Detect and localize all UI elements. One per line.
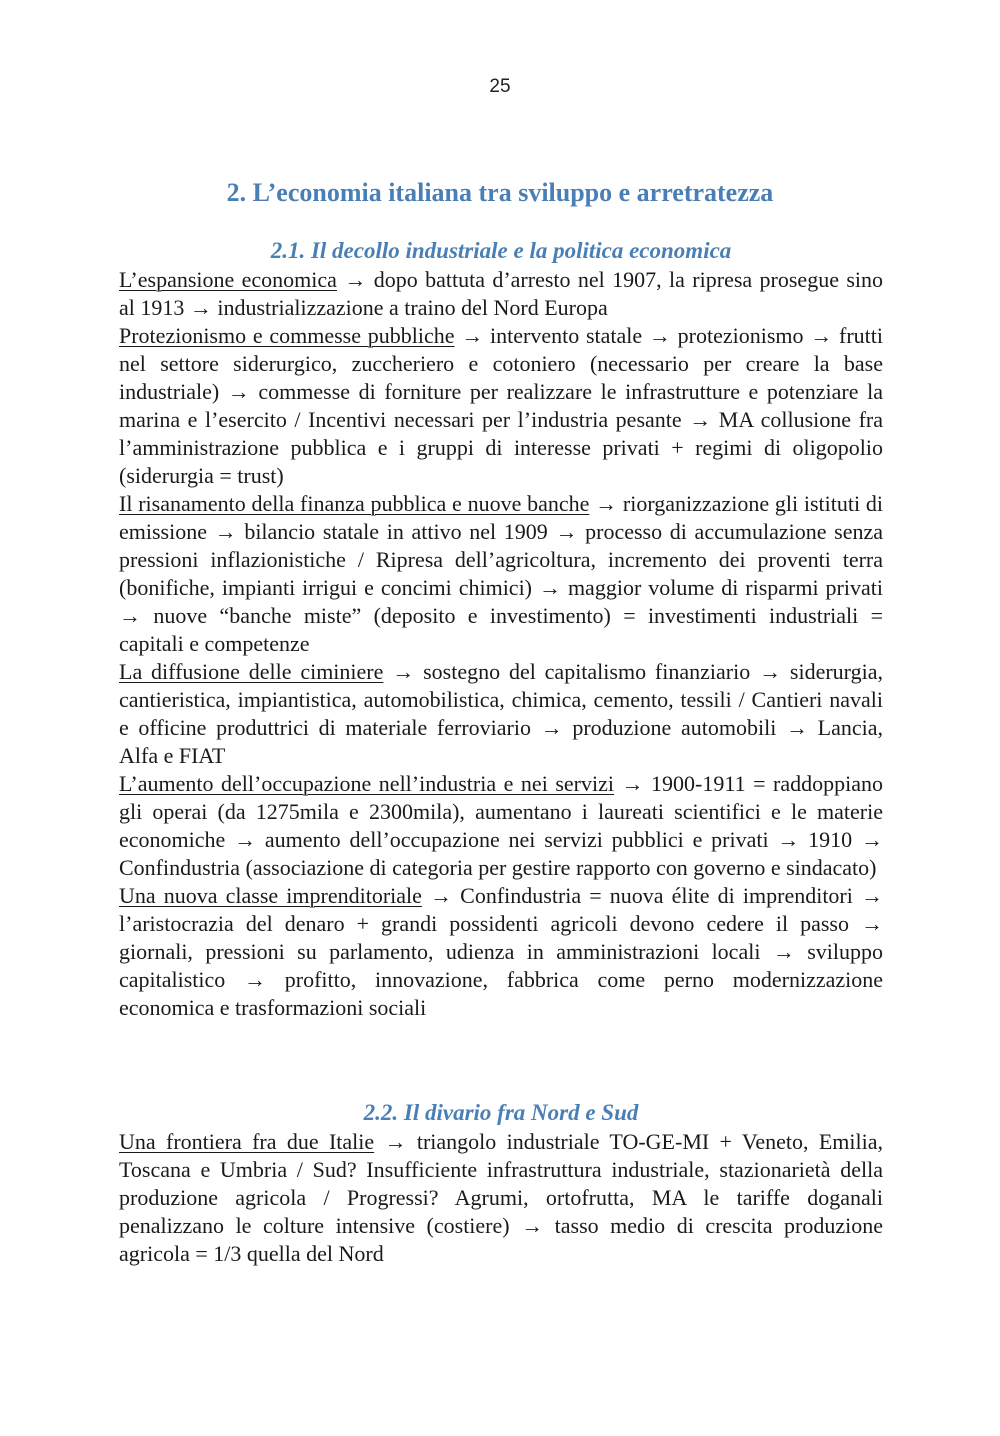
paragraph-lead: Il risanamento della finanza pubblica e nuove banche [119, 491, 590, 516]
paragraph-ciminiere [119, 658, 883, 770]
paragraph-lead: L’aumento dell’occupazione nell’industria e nei servizi [119, 771, 614, 796]
paragraph-text: → 1900-1911 = raddoppiano gli operai (da 1275mila e 2300mila), aumentano i laureati scientifici e le materie economiche → aumento dell’occupazione nei servizi pubblici e privati → 1910 → Confindustria (associazione di categoria per gestire rapporto con governo e sindacato) [119, 771, 884, 880]
section-2-1 [119, 236, 883, 1022]
paragraph-lead: Una frontiera fra due Italie [119, 1129, 375, 1154]
paragraph-occupazione [119, 770, 883, 882]
page-number: 25 [489, 76, 511, 97]
paragraph-text: → intervento statale → protezionismo → frutti nel settore siderurgico, zuccheriero e cotoniero (necessario per creare la base industriale) → commesse di forniture per realizzare le infrastrutture e potenziare la marina e l’esercito / Incentivi necessari per l’industria pesante → MA collusione fra l’amministrazione pubblica e i gruppi di interesse privati + regimi di oligopolio (siderurgia = trust) [119, 323, 883, 488]
paragraph-protezionismo [119, 322, 883, 490]
section-2-2 [119, 1098, 883, 1268]
paragraph-espansione [119, 266, 883, 322]
paragraph-classe-imprenditoriale [119, 882, 883, 1022]
paragraph-lead: Protezionismo e commesse pubbliche [119, 323, 455, 348]
paragraph-text: → riorganizzazione gli istituti di emissione → bilancio statale in attivo nel 1909 → processo di accumulazione senza pressioni inflazionistiche / Ripresa dell’agricoltura, incremento dei proventi terra (bonifiche, impianti irrigui e concimi chimici) → maggior volume di risparmi privati → nuove “banche miste” (deposito e investimento) = investimenti industriali = capitali e competenze [119, 491, 883, 656]
paragraph-risanamento [119, 490, 883, 658]
paragraph-frontiera [119, 1128, 883, 1268]
section-title: 2.1. Il decollo industriale e la politica economica [270, 238, 732, 263]
paragraph-lead: Una nuova classe imprenditoriale [119, 883, 422, 908]
paragraph-text: → sostegno del capitalismo finanziario → siderurgia, cantieristica, impiantistica, automobilistica, chimica, cemento, tessili / Cantieri navali e officine produttrici di materiale ferroviario → produzione automobili → Lancia, Alfa e FIAT [119, 659, 883, 768]
paragraph-text: → dopo battuta d’arresto nel 1907, la ripresa prosegue sino al 1913 → industrializzazione a traino del Nord Europa [119, 267, 884, 320]
chapter-title: 2. L’economia italiana tra sviluppo e arretratezza [226, 178, 774, 207]
paragraph-lead: L’espansione economica [119, 267, 337, 292]
section-title: 2.2. Il divario fra Nord e Sud [363, 1100, 639, 1125]
paragraph-text: → Confindustria = nuova élite di imprenditori → l’aristocrazia del denaro + grandi possidenti agricoli devono cedere il passo → giornali, pressioni su parlamento, udienza in amministrazioni locali → sviluppo capitalistico → profitto, innovazione, fabbrica come perno modernizzazione economica e trasformazioni sociali [119, 883, 883, 1020]
paragraph-text: → triangolo industriale TO-GE-MI + Veneto, Emilia, Toscana e Umbria / Sud? Insufficiente infrastruttura industriale, stazionarietà della produzione agricola / Progressi? Agrumi, ortofrutta, MA le tariffe doganali penalizzano le colture intensive (costiere) → tasso medio di crescita produzione agricola = 1/3 quella del Nord [119, 1129, 883, 1266]
paragraph-lead: La diffusione delle ciminiere [119, 659, 384, 684]
